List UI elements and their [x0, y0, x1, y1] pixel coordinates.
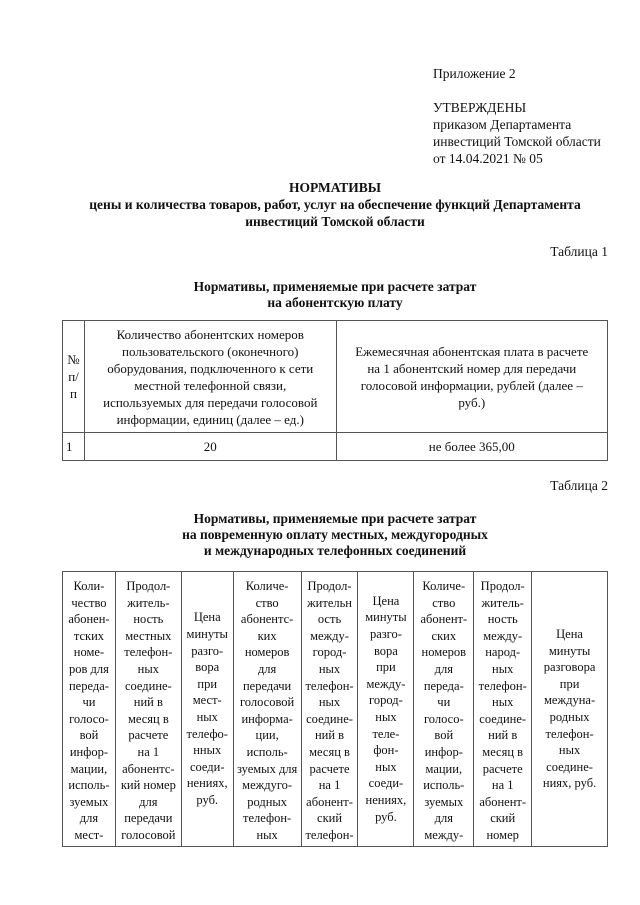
table2-header-local-duration: Продол- житель- ность местных телефон- ных соедине- ний в месяц в расчете на 1 абонентс- кий номер для передачи голосовой: [115, 572, 181, 847]
approved-label: УТВЕРЖДЕНЫ: [433, 100, 527, 115]
document-subtitle-1: цены и количества товаров, работ, услуг на обеспечение функций Департамента: [89, 197, 581, 212]
table2-header-intercity-price: Цена минуты разго- вора при между- город- ных теле- фон- ных соеди- нениях, руб.: [358, 572, 414, 847]
approval-line-3: от 14.04.2021 № 05: [433, 151, 543, 166]
table1-header-quantity: Количество абонентских номеров пользовательского (оконечного) оборудования, подключенного к сети местной телефонной связи, используемых для передачи голосовой информации, единиц (далее – ед.): [84, 321, 336, 433]
table2-header-local-price: Цена минуты разго- вора при мест- ных телефо- нных соеди- нениях, руб.: [181, 572, 233, 847]
approval-block: [433, 65, 601, 167]
table1: [62, 320, 608, 461]
table1-caption-1: Нормативы, применяемые при расчете затрат: [193, 279, 477, 294]
table2-header-local-numbers: Коли- чество абонен- тских номе- ров для переда- чи голосо- вой инфор- мации, исполь- зуемых для мест-: [63, 572, 116, 847]
table2-caption-2: на повременную оплату местных, междугородных: [182, 527, 488, 542]
appendix-label: Приложение 2: [433, 66, 516, 81]
table1-cell-quantity: 20: [84, 433, 336, 461]
table2-caption-1: Нормативы, применяемые при расчете затрат: [193, 511, 477, 526]
table2-header-international-numbers: Количе- ство абонент- ских номеров для переда- чи голосо- вой инфор- мации, исполь- зуемых для между-: [414, 572, 474, 847]
table2-caption-3: и международных телефонных соединений: [203, 543, 467, 558]
document-title: НОРМАТИВЫ: [288, 180, 382, 195]
table1-cell-number: 1: [63, 433, 85, 461]
table2-header-intercity-duration: Продол- жительн ость между- город- ных телефон- ных соедине- ний в месяц в расчете на 1 абонент- ский телефон-: [301, 572, 358, 847]
table1-caption-2: на абонентскую плату: [267, 295, 403, 310]
table2-header-international-price: Цена минуты разговора при междуна- родных телефон- ных соедине- ниях, руб.: [532, 572, 608, 847]
table2-label: Таблица 2: [550, 478, 608, 493]
table1-header-number: № п/ п: [63, 321, 85, 433]
table1-label: Таблица 1: [550, 244, 608, 259]
table1-cell-fee: не более 365,00: [336, 433, 607, 461]
table2: [62, 571, 608, 847]
table2-header-international-duration: Продол- житель- ность между- народ- ных телефон- ных соедине- ний в месяц в расчете на 1 абонент- ский номер: [474, 572, 532, 847]
approval-line-2: инвестиций Томской области: [433, 134, 601, 149]
table2-header-intercity-numbers: Количе- ство абонентс- ких номеров для передачи голосовой информа- ции, исполь- зуемых для междуго- родных телефон- ных: [233, 572, 301, 847]
table1-header-fee: Ежемесячная абонентская плата в расчете на 1 абонентский номер для передачи голосовой информации, рублей (далее – руб.): [336, 321, 607, 433]
document-subtitle-2: инвестиций Томской области: [245, 214, 425, 229]
approval-line-1: приказом Департамента: [433, 117, 572, 132]
